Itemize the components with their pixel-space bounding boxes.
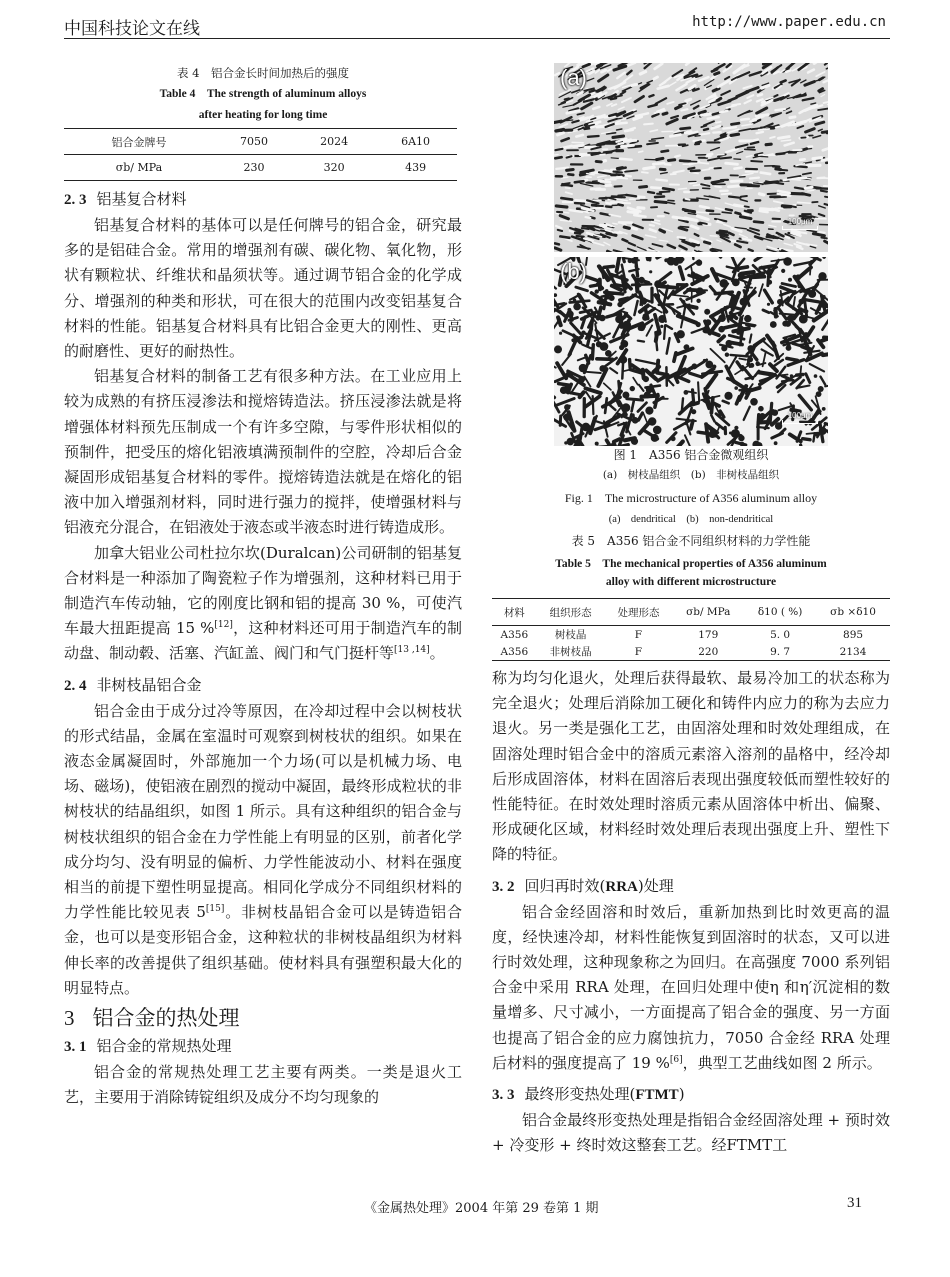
micrograph-panel-a	[554, 63, 828, 252]
right-column	[492, 666, 890, 1158]
table-cell: 895	[843, 628, 864, 641]
figure1-caption-en: Fig. 1 The microstructure of A356 aluminum alloy	[564, 491, 818, 505]
table-row	[64, 155, 457, 181]
table-header-cell: σb ×δ10	[816, 599, 890, 626]
paragraph: 铝合金的常规热处理工艺主要有两类。一类是退火工艺，主要用于消除铸锭组织及成分不均匀现象的	[64, 1063, 462, 1107]
section-title: 回归再时效(	[524, 876, 606, 895]
table-header-row	[64, 129, 457, 155]
section-3-3-heading	[492, 1082, 890, 1108]
table-cell: A356	[500, 628, 529, 641]
scale-bar-line	[782, 420, 818, 424]
table-header-cell: 材料	[492, 599, 537, 626]
table-header-cell: 2024	[294, 129, 374, 155]
section-title: )	[678, 1085, 685, 1104]
section-title-abbrev: RRA	[605, 878, 638, 895]
table5	[492, 598, 890, 661]
table-row	[492, 643, 890, 661]
table-cell: A356	[492, 643, 537, 661]
table-header-cell: 处理形态	[605, 599, 673, 626]
paragraph-text: 加拿大铝业公司杜拉尔坎(Duralcan)公司研制的铝基复合材料是一种添加了陶瓷粒子作为增强剂，这种材料已用于制造汽车传动轴，它的刚度比钢和铝的提高 30 %，可使汽车最大扭距提高 15 %	[64, 543, 462, 638]
table4	[64, 128, 457, 181]
table4-caption-en-1: Table 4 The strength of aluminum alloys	[159, 88, 367, 100]
section-title: 非树枝晶铝合金	[96, 675, 202, 694]
scale-bar-line	[782, 226, 818, 230]
citation: [15]	[205, 904, 225, 915]
table5-caption-cn: 表 5 A356 铝合金不同组织材料的力学性能	[571, 534, 811, 548]
section-3-heading	[64, 1003, 462, 1034]
paragraph-text: ，典型工艺曲线如图 2 所示。	[682, 1053, 882, 1072]
scale-bar	[782, 217, 818, 230]
table-cell: F	[605, 643, 673, 661]
figure1-subcaption-en: (a) dendritical (b) non-dendritical	[608, 514, 774, 525]
paragraph-text: 。非树枝晶铝合金可以是铸造铝合金，也可以是变形铝合金，这种粒状的非树枝晶组织为材料伸长率的改善提供了组织基础。使材料具有强塑积最大化的明显特点。	[64, 903, 462, 997]
table-cell: 2134	[816, 643, 890, 661]
table5-caption-en-1: Table 5 The mechanical properties of A356 aluminum	[555, 558, 827, 570]
scale-bar	[782, 411, 818, 424]
micrograph-panel-b	[554, 257, 828, 446]
section-number: 3. 2	[492, 878, 515, 895]
figure-1-micrographs	[554, 63, 828, 447]
table-cell: 非树枝晶	[537, 643, 605, 661]
table-header-cell: σb/ MPa	[672, 599, 744, 626]
page-header	[64, 12, 890, 39]
site-url[interactable]: http://www.paper.edu.cn	[692, 14, 886, 30]
paragraph: 称为均匀化退火，处理后获得最软、最易冷加工的状态称为完全退火；处理后消除加工硬化和铸件内应力的称为去应力退火。另一类是强化工艺，由固溶处理和时效处理组成，在固溶处理时铝合金中的溶质元素溶入溶剂的晶格中，经冷却后形成固溶体，材料在固溶后表现出强度较低而塑性较好的性能特征。在时效处理时溶质元素从固溶体中析出、偏聚、形成硬化区域，材料经时效处理后表现出强度上升、塑性下降的特征。	[492, 669, 890, 864]
paragraph	[64, 541, 462, 667]
page-number: 31	[847, 1195, 862, 1211]
section-3-1-heading	[64, 1034, 462, 1060]
section-title: )处理	[637, 876, 674, 895]
paragraph	[64, 699, 462, 1001]
table5-caption-en-2: alloy with different microstructure	[605, 576, 777, 588]
table-cell: 320	[294, 155, 374, 181]
citation: [6]	[669, 1054, 683, 1065]
paragraph-text: 铝合金经固溶和时效后，重新加热到比时效更高的温度，经快速冷却，材料性能恢复到固溶时的状态，又可以进行时效处理，这种现象称之为回归。在高强度 7000 系列铝合金中采用 RRA 处理，在回归处理中使η 和η′沉淀相的数量增多、尺寸减小，一方面提高了铝合金的强度、另一方面也提高了铝合金的应力腐蚀抗力，7050 合金经 RRA 处理后材料的强度提高了 19 %	[492, 902, 890, 1072]
paragraph-text: 铝合金由于成分过冷等原因，在冷却过程中会以树枝状的形式结晶，金属在室温时可观察到树枝状的组织。如果在液态金属凝固时，外部施加一个力场(可以是机械力场、电场、磁场)，使铝液在剧烈的搅动中凝固，最终形成粒状的非树枝状的结晶组织，如图 1 所示。具有这种组织的铝合金与树枝状组织的铝合金在力学性能上有明显的区别，前者化学成分均匀、没有明显的偏析、力学性能波动小、材料在强度相当的前提下塑性明显提高。相同化学成分不同组织材料的力学性能比较见表 5	[64, 701, 462, 922]
section-title: 铝基复合材料	[96, 190, 187, 208]
table-row	[492, 626, 890, 644]
site-name: 中国科技论文在线	[64, 19, 200, 39]
section-title: 铝合金的常规热处理	[96, 1037, 232, 1056]
table-header-cell: 组织形态	[537, 599, 605, 626]
section-2-3-heading	[64, 187, 462, 213]
panel-label: (b)	[560, 259, 587, 284]
figure1-subcaption-cn: (a) 树枝晶组织 (b) 非树枝晶组织	[602, 469, 780, 481]
section-number: 3	[64, 1006, 75, 1031]
table-cell: σb/ MPa	[64, 155, 214, 181]
table-cell: 9. 7	[744, 643, 816, 661]
table-cell: 230	[214, 155, 294, 181]
section-3-2-heading	[492, 874, 890, 900]
paragraph: 铝基复合材料的制备工艺有很多种方法。在工业应用上较为成熟的有挤压浸渗法和搅熔铸造法。挤压浸渗法就是将增强体材料预先压制成一个有许多空隙，与零件形状相似的预制件，把受压的熔化铝液填满预制件的空腔，冷却后合金凝固形成铝基复合材料的零件。搅熔铸造法就是在熔化的铝液中加入增强剂材料，同时进行强力的搅拌，使增强材料与铝液充分混合，在铝液处于液态或半液态时进行铸造成形。	[64, 367, 462, 537]
figure1-caption-cn: 图 1 A356 铝合金微观组织	[613, 448, 769, 462]
table-cell: F	[634, 628, 643, 641]
section-number: 2. 3	[64, 192, 87, 208]
table-header-cell: 6A10	[374, 129, 457, 155]
journal-citation: 《金属热处理》2004 年第 29 卷第 1 期	[364, 1201, 599, 1216]
paragraph-text: 。	[429, 644, 445, 663]
table-header-cell: δ10 ( %)	[744, 599, 816, 626]
table-cell: 树枝晶	[554, 629, 587, 641]
scale-bar-label: 100μm	[787, 217, 813, 226]
citation: [12]	[214, 620, 233, 631]
section-2-4-heading	[64, 673, 462, 699]
scale-bar-label: 100μm	[787, 411, 813, 420]
paragraph	[492, 900, 890, 1076]
section-title: 最终形变热处理(	[524, 1085, 636, 1104]
left-column	[64, 63, 462, 1111]
section-number: 3. 3	[492, 1087, 515, 1104]
table-cell: 179	[698, 628, 719, 641]
section-title: 铝合金的热处理	[92, 1006, 240, 1031]
panel-label: (a)	[560, 65, 587, 90]
section-title-abbrev: FTMT	[635, 1087, 679, 1104]
paragraph-text: ，这种材料还可用于制造汽车的制动盘、制动毂、活塞、汽缸盖、阀门和气门挺杆等	[64, 619, 462, 663]
table-cell: 5. 0	[770, 628, 791, 641]
citation: [13 ,14]	[394, 645, 430, 656]
paragraph: 铝合金最终形变热处理是指铝合金经固溶处理 + 预时效 + 冷变形 + 终时效这整套工艺。经FTMT工	[492, 1111, 890, 1155]
table-header-cell: 铝合金牌号	[64, 129, 214, 155]
table-cell: 439	[374, 155, 457, 181]
table-header-cell: 7050	[214, 129, 294, 155]
table4-caption-en-2: after heating for long time	[198, 109, 328, 121]
table-cell: 220	[672, 643, 744, 661]
table-header-row	[492, 599, 890, 626]
table4-caption-cn: 表 4 铝合金长时间加热后的强度	[177, 66, 349, 80]
section-number: 3. 1	[64, 1039, 87, 1056]
paragraph: 铝基复合材料的基体可以是任何牌号的铝合金，研究最多的是铝硅合金。常用的增强剂有碳、碳化物、氧化物，形状有颗粒状、纤维状和晶须状等。通过调节铝合金的化学成分、增强剂的种类和形状，可在很大的范围内改变铝基复合材料的性能。铝基复合材料具有比铝合金更大的刚性、更高的耐磨性、更好的耐热性。	[64, 216, 462, 361]
section-number: 2. 4	[64, 677, 87, 694]
